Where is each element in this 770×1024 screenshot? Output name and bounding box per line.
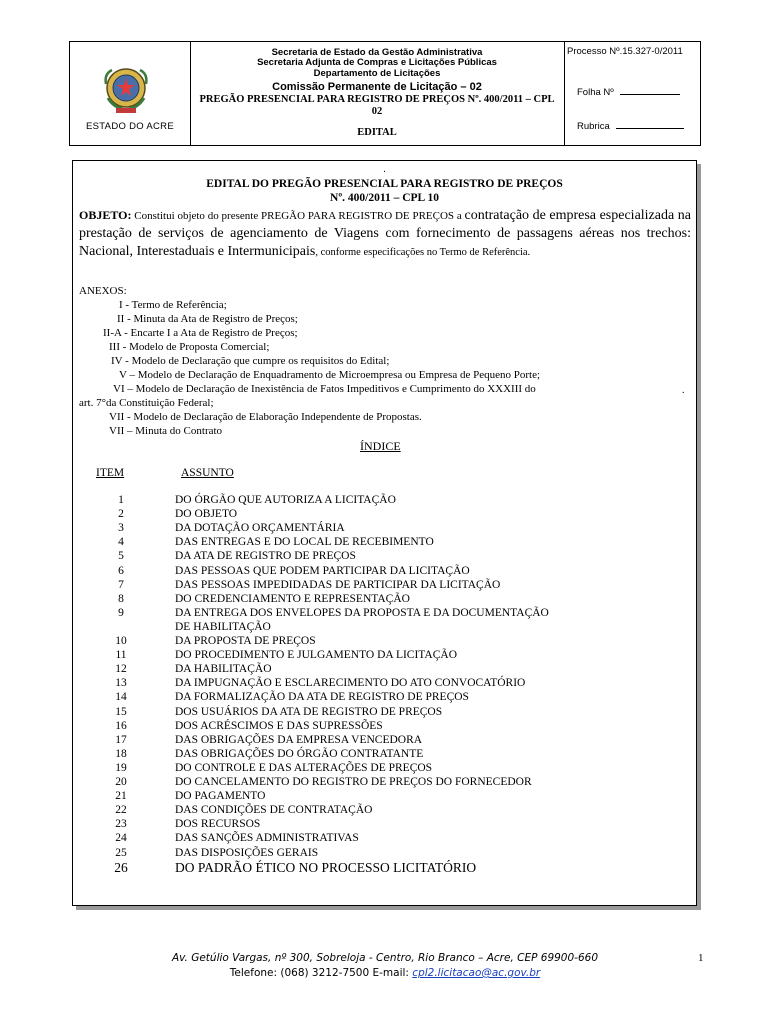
- index-item-title: DOS ACRÉSCIMOS E DAS SUPRESSÕES: [175, 719, 383, 732]
- anexo-item: IV - Modelo de Declaração que cumpre os requisitos do Edital;: [111, 355, 390, 367]
- edital-title: EDITAL DO PREGÃO PRESENCIAL PARA REGISTRO DE PREÇOS: [206, 178, 563, 190]
- anexo-item: VII – Minuta do Contrato: [109, 425, 223, 437]
- index-item-number: 22: [115, 804, 127, 817]
- index-item-number: 13: [115, 677, 127, 690]
- objeto-description: contratação de empresa especializada na prestação de serviços de agenciamento de Viagens com fornecimento de passagens aéreas nos trechos: Nacional, Interestaduais e Intermunicipais: [79, 208, 691, 259]
- index-item-number: 25: [115, 846, 127, 859]
- index-item-number: 10: [115, 635, 127, 647]
- index-item-title: DA HABILITAÇÃO: [175, 663, 272, 676]
- index-item-title: DAS SANÇÕES ADMINISTRATIVAS: [175, 832, 359, 845]
- index-item-title: DAS CONDIÇÕES DE CONTRATAÇÃO: [175, 804, 373, 817]
- index-item-number: 3: [118, 522, 124, 535]
- secretaria-line: Secretaria de Estado da Gestão Administrativa: [271, 47, 483, 58]
- anexo-trailing-dot: .: [682, 385, 685, 396]
- index-item-number: 17: [115, 733, 127, 746]
- folha-label: Folha Nº: [577, 87, 614, 98]
- index-item-number: 5: [118, 550, 124, 563]
- objeto-intro: Constitui objeto do presente PREGÃO PARA REGISTRO DE PREÇOS a: [131, 210, 465, 222]
- index-item-number: 14: [115, 691, 127, 704]
- edital-number: Nº. 400/2011 – CPL 10: [330, 192, 439, 204]
- footer-address: Av. Getúlio Vargas, nº 300, Sobreloja - Centro, Rio Branco – Acre, CEP 69900-660: [172, 952, 598, 964]
- rubrica-label: Rubrica: [577, 121, 610, 132]
- secretaria-adjunta-line: Secretaria Adjunta de Compras e Licitações Públicas: [257, 57, 497, 68]
- top-dot: .: [383, 164, 386, 175]
- index-item-title: DE HABILITAÇÃO: [175, 620, 271, 633]
- index-item-number: 4: [118, 536, 124, 549]
- index-item-number: 8: [118, 592, 124, 605]
- anexo-item: V – Modelo de Declaração de Enquadramento de Microempresa ou Empresa de Pequeno Porte;: [119, 369, 541, 381]
- header-title-cell: [190, 42, 565, 145]
- rubrica-blank: [616, 119, 684, 129]
- index-item-title: DO CONTROLE E DAS ALTERAÇÕES DE PREÇOS: [175, 761, 433, 774]
- index-item-title: DO ÓRGÃO QUE AUTORIZA A LICITAÇÃO: [175, 494, 396, 506]
- index-item-number: 21: [115, 790, 127, 803]
- anexo-item: VII - Modelo de Declaração de Elaboração Independente de Propostas.: [109, 411, 422, 423]
- objeto-conclusion: , conforme especificações no Termo de Referência.: [315, 247, 531, 258]
- index-item-title: DA DOTAÇÃO ORÇAMENTÁRIA: [175, 522, 345, 535]
- index-item-number: 1: [118, 494, 124, 506]
- index-item-title: DO PROCEDIMENTO E JULGAMENTO DA LICITAÇÃO: [175, 649, 457, 662]
- footer-email-link[interactable]: cpl2.licitacao@ac.gov.br: [412, 967, 541, 979]
- index-item-title: DO PAGAMENTO: [175, 790, 266, 803]
- departamento-line: Departamento de Licitações: [313, 68, 441, 79]
- index-item-title: DA ATA DE REGISTRO DE PREÇOS: [175, 550, 356, 563]
- anexo-item: II - Minuta da Ata de Registro de Preços;: [117, 313, 298, 325]
- index-item-title: DA FORMALIZAÇÃO DA ATA DE REGISTRO DE PREÇOS: [175, 691, 469, 704]
- pregao-line: PREGÃO PRESENCIAL PARA REGISTRO DE PREÇOS Nº. 400/2011 – CPL 02: [199, 94, 555, 117]
- anexos-title: ANEXOS:: [79, 285, 127, 297]
- index-item-title: DA PROPOSTA DE PREÇOS: [175, 635, 316, 647]
- edital-content-box: [72, 160, 697, 906]
- indice-heading: ÍNDICE: [360, 439, 401, 453]
- estado-label: ESTADO DO ACRE: [86, 121, 174, 132]
- index-item-number: 23: [115, 818, 127, 831]
- objeto-label: OBJETO:: [79, 208, 132, 222]
- index-item-title: DO PADRÃO ÉTICO NO PROCESSO LICITATÓRIO: [175, 859, 477, 875]
- index-item-title: DO OBJETO: [175, 508, 238, 521]
- header-logo-cell: [70, 42, 191, 145]
- index-item-number: 7: [118, 578, 124, 591]
- index-item-number: 6: [118, 564, 124, 577]
- index-item-number: 2: [118, 508, 124, 521]
- index-item-title: DAS DISPOSIÇÕES GERAIS: [175, 846, 319, 859]
- index-item-title: DAS PESSOAS IMPEDIDADAS DE PARTICIPAR DA LICITAÇÃO: [175, 578, 501, 591]
- anexo-item: art. 7°da Constituição Federal;: [79, 397, 214, 409]
- rubrica-field: [577, 119, 684, 132]
- index-item-number: 9: [118, 606, 124, 619]
- page-number: 1: [698, 952, 704, 964]
- footer-contact: [0, 967, 770, 979]
- processo-number: Processo Nº.15.327-0/2011: [567, 46, 683, 57]
- objeto-paragraph: [79, 207, 691, 261]
- anexo-item: VI – Modelo de Declaração de Inexistência de Fatos Impeditivos e Cumprimento do XXXIII do: [113, 383, 536, 395]
- index-item-title: DA ENTREGA DOS ENVELOPES DA PROPOSTA E DA DOCUMENTAÇÃO: [175, 606, 549, 619]
- index-item-title: DA IMPUGNAÇÃO E ESCLARECIMENTO DO ATO CONVOCATÓRIO: [175, 677, 526, 690]
- index-item-number: 16: [115, 719, 127, 732]
- index-item-number: 15: [115, 705, 127, 718]
- index-item-number: 20: [115, 776, 127, 788]
- index-item-number: 18: [115, 747, 127, 760]
- anexo-item: III - Modelo de Proposta Comercial;: [109, 341, 270, 353]
- index-item-title: DAS PESSOAS QUE PODEM PARTICIPAR DA LICITAÇÃO: [175, 564, 470, 577]
- anexo-item: II-A - Encarte I a Ata de Registro de Preços;: [103, 327, 298, 339]
- index-item-title: DAS OBRIGAÇÕES DO ÓRGÃO CONTRATANTE: [175, 747, 424, 760]
- index-item-number: 24: [115, 832, 127, 845]
- state-crest-icon: [100, 64, 152, 116]
- index-item-title: DO CREDENCIAMENTO E REPRESENTAÇÃO: [175, 592, 410, 605]
- index-item-number: 26: [114, 859, 128, 875]
- edital-label: EDITAL: [357, 127, 397, 138]
- index-item-title: DO CANCELAMENTO DO REGISTRO DE PREÇOS DO FORNECEDOR: [175, 776, 532, 788]
- folha-field: [577, 85, 680, 98]
- document-header: [69, 41, 701, 146]
- footer-phone: Telefone: (068) 3212-7500 E-mail:: [229, 967, 413, 979]
- header-process-cell: [565, 42, 700, 145]
- index-item-number: 19: [115, 761, 127, 774]
- index-item-number: 12: [115, 663, 127, 676]
- assunto-column-header: ASSUNTO: [181, 467, 234, 479]
- comissao-line: Comissão Permanente de Licitação – 02: [272, 81, 482, 93]
- folha-blank: [620, 85, 680, 95]
- index-item-title: DAS ENTREGAS E DO LOCAL DE RECEBIMENTO: [175, 536, 434, 549]
- index-item-title: DAS OBRIGAÇÕES DA EMPRESA VENCEDORA: [175, 733, 423, 746]
- index-item-number: 11: [115, 649, 127, 662]
- index-item-title: DOS RECURSOS: [175, 818, 261, 831]
- anexo-item: I - Termo de Referência;: [119, 299, 227, 311]
- item-column-header: ITEM: [96, 467, 125, 479]
- index-item-title: DOS USUÁRIOS DA ATA DE REGISTRO DE PREÇOS: [175, 705, 443, 718]
